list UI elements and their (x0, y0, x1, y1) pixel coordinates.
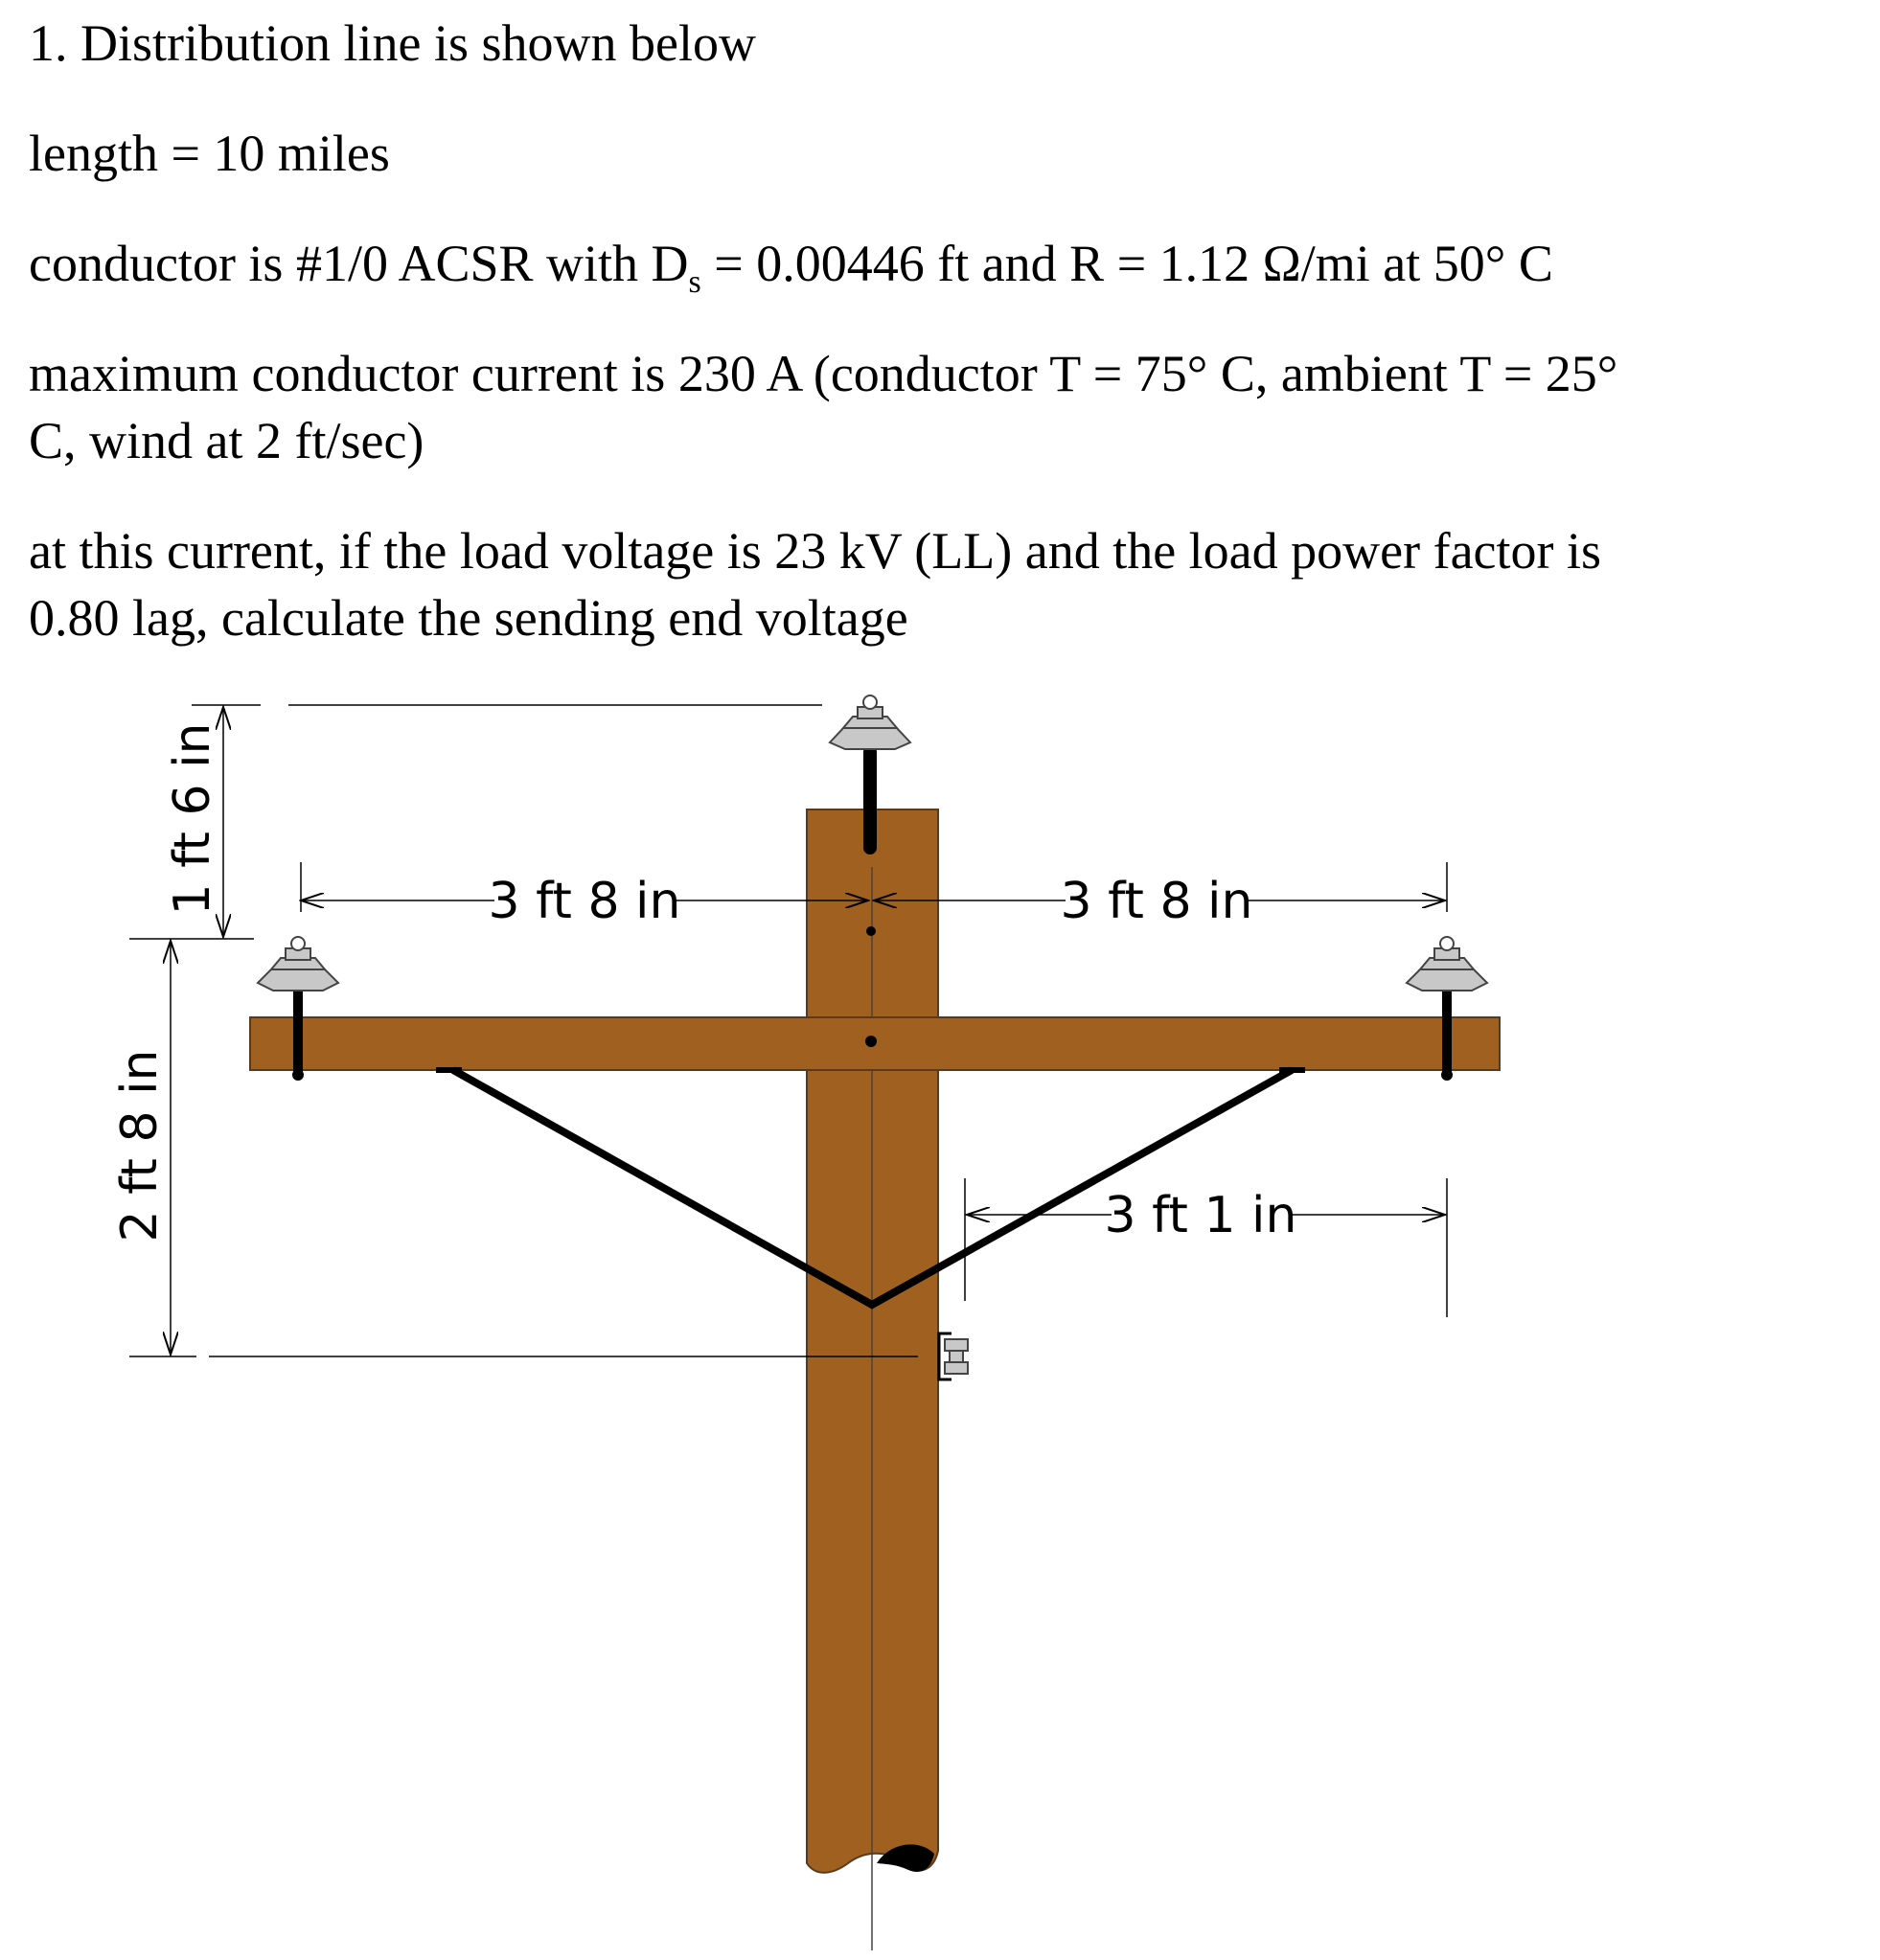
question-line-1: at this current, if the load voltage is 23 kV (LL) and the load power factor is (29, 522, 1602, 580)
left-insulator (258, 937, 338, 991)
dim-top-vertical-label: 1 ft 6 in (164, 722, 221, 916)
current-line-2: C, wind at 2 ft/sec) (29, 412, 424, 469)
problem-heading: 1. Distribution line is shown below (29, 14, 756, 72)
left-pin-nut (292, 1069, 304, 1081)
pole-bolt (866, 926, 876, 936)
dim-left-horizontal-label: 3 ft 8 in (488, 873, 681, 930)
top-insulator (830, 695, 910, 749)
dim-brace-label: 3 ft 1 in (1104, 1187, 1297, 1244)
crossarm-bolt (865, 1036, 877, 1047)
conductor-prefix: conductor is #1/0 ACSR with D (29, 235, 689, 292)
pole-clamp (939, 1333, 968, 1379)
length-line: length = 10 miles (29, 125, 390, 182)
right-pin-nut (1441, 1069, 1453, 1081)
dim-right-horizontal-label: 3 ft 8 in (1060, 873, 1253, 930)
dim-lower-vertical-label: 2 ft 8 in (111, 1049, 169, 1242)
conductor-subscript: s (688, 264, 701, 300)
current-line-1: maximum conductor current is 230 A (conductor T = 75° C, ambient T = 25° (29, 345, 1618, 402)
right-insulator (1407, 937, 1487, 991)
conductor-suffix: = 0.00446 ft and R = 1.12 Ω/mi at 50° C (700, 235, 1553, 292)
question-line-2: 0.80 lag, calculate the sending end voltage (29, 589, 908, 647)
